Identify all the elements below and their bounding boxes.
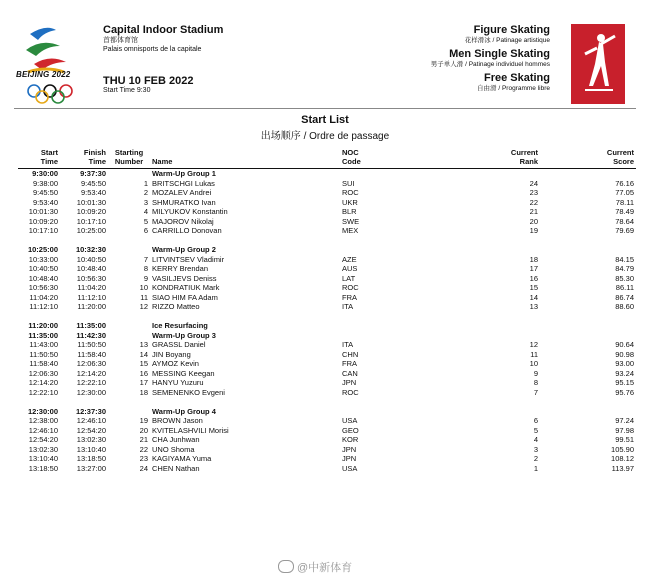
current-rank-cell: 12 (529, 340, 538, 349)
finish-time-cell: 10:01:30 (76, 197, 106, 207)
starting-number-cell: 1 (143, 178, 148, 188)
start-time-cell: 12:46:10 (28, 425, 58, 435)
skater-row (18, 293, 636, 303)
noc-code-cell: SUI (342, 178, 355, 188)
current-rank-cell: 14 (529, 292, 538, 302)
noc-code-cell: UKR (342, 197, 358, 207)
noc-code-cell: ITA (342, 340, 354, 349)
skater-name-cell: KVITELASHVILI Morisi (152, 425, 229, 435)
starting-number-cell: 15 (139, 359, 148, 368)
group-row (18, 331, 636, 341)
title-sub: 出场顺序 / Ordre de passage (260, 131, 390, 142)
current-rank-cell: 23 (529, 188, 538, 197)
skater-name-cell: CARRILLO Donovan (152, 226, 222, 235)
skater-name-cell: AYMOZ Kevin (152, 359, 199, 368)
skater-icon (571, 24, 625, 104)
current-rank-cell: 4 (533, 435, 538, 444)
current-score-cell: 77.05 (615, 188, 634, 197)
current-score-cell: 95.76 (615, 387, 634, 397)
starting-number-cell: 18 (139, 387, 148, 397)
current-rank-cell: 7 (533, 387, 538, 397)
skater-name-cell: KERRY Brendan (152, 264, 209, 273)
noc-code-cell: JPN (342, 378, 357, 387)
current-rank-cell: 22 (529, 197, 538, 207)
sport-name: Figure Skating (473, 24, 550, 36)
start-time-cell: 10:48:40 (28, 273, 58, 283)
skater-row (18, 435, 636, 445)
skater-row (18, 416, 636, 426)
skater-name-cell: MAJOROV Nikolaj (152, 216, 214, 226)
noc-code-cell: SWE (342, 216, 360, 226)
skater-name-cell: CHA Junhwan (152, 435, 200, 444)
skater-row (18, 274, 636, 284)
current-score-cell: 113.97 (611, 463, 634, 473)
skater-name-cell: JIN Boyang (152, 349, 191, 359)
skater-row (18, 454, 636, 464)
current-score-cell: 76.16 (615, 178, 634, 188)
col-finish-time: Finish Time (60, 148, 108, 169)
olympic-rings-icon (26, 83, 74, 105)
start-time-cell: 12:54:20 (28, 435, 58, 444)
noc-code-cell: FRA (342, 359, 357, 368)
skater-row (18, 207, 636, 217)
segment-subtitle: 自由滑 / Programme libre (477, 85, 550, 92)
skater-row (18, 255, 636, 265)
start-time-cell: 10:33:00 (28, 254, 58, 264)
group-finish-time: 12:37:30 (75, 406, 106, 416)
skater-row (18, 445, 636, 455)
starting-number-cell: 12 (139, 302, 148, 311)
start-time-cell: 9:45:50 (32, 188, 58, 197)
event-block (431, 24, 550, 96)
noc-code-cell: KOR (342, 435, 359, 444)
skater-row (18, 188, 636, 198)
starting-number-cell: 8 (143, 264, 148, 273)
current-rank-cell: 20 (529, 216, 538, 226)
noc-code-cell: CAN (342, 368, 358, 378)
current-rank-cell: 16 (529, 273, 538, 283)
venue-name: Capital Indoor Stadium (103, 24, 224, 36)
skater-name-cell: KONDRATIUK Mark (152, 283, 220, 292)
start-time-cell: 9:53:40 (32, 197, 58, 207)
start-time-cell: 11:58:40 (29, 359, 58, 368)
group-start-time: 11:35:00 (28, 330, 58, 340)
group-number-cell (108, 169, 150, 179)
finish-time-cell: 10:40:50 (76, 254, 106, 264)
document-title (0, 114, 650, 142)
group-finish-time: 10:32:30 (75, 245, 106, 254)
current-score-cell: 86.11 (615, 283, 634, 292)
finish-time-cell: 11:12:10 (77, 292, 106, 302)
current-rank-cell: 8 (533, 378, 538, 387)
starting-number-cell: 23 (139, 454, 148, 463)
current-score-cell: 79.69 (615, 226, 634, 235)
starting-number-cell: 11 (140, 292, 148, 302)
current-score-cell: 84.79 (615, 264, 634, 273)
skater-name-cell: LITVINTSEV Vladimir (152, 254, 225, 264)
noc-code-cell: AZE (342, 254, 357, 264)
finish-time-cell: 11:04:20 (77, 283, 106, 292)
finish-time-cell: 12:22:10 (76, 378, 106, 387)
group-row (18, 169, 636, 179)
current-score-cell: 95.15 (615, 378, 634, 387)
skater-name-cell: KAGIYAMA Yuma (152, 454, 212, 463)
start-time-cell: 13:10:40 (28, 454, 58, 463)
start-time-cell: 10:09:20 (28, 216, 58, 226)
skater-name-cell: MILYUKOV Konstantin (152, 207, 228, 216)
skater-row (18, 226, 636, 236)
spacer-cell (18, 236, 636, 246)
finish-time-cell: 9:45:50 (80, 178, 106, 188)
starting-number-cell: 10 (139, 283, 148, 292)
skater-name-cell: UNO Shoma (152, 444, 195, 454)
current-score-cell: 90.64 (615, 340, 634, 349)
watermark: @中新体育 (278, 559, 352, 575)
start-time-cell: 12:14:20 (28, 378, 58, 387)
current-rank-cell: 13 (529, 302, 538, 311)
current-rank-cell: 15 (529, 283, 538, 292)
noc-code-cell: MEX (342, 226, 359, 235)
spacer-row (18, 236, 636, 246)
col-score: Current Score (540, 148, 636, 169)
noc-code-cell: USA (342, 416, 358, 425)
finish-time-cell: 10:56:30 (76, 273, 106, 283)
skater-row (18, 464, 636, 474)
start-time-cell: 13:18:50 (28, 463, 58, 473)
table-body (18, 169, 636, 474)
finish-time-cell: 13:18:50 (76, 454, 106, 463)
figure-skating-pictogram (571, 24, 625, 104)
noc-code-cell: JPN (342, 454, 357, 463)
finish-time-cell: 10:48:40 (76, 264, 106, 273)
skater-row (18, 388, 636, 398)
skater-name-cell: VASILJEVS Deniss (152, 273, 217, 283)
start-time-cell: 11:04:20 (29, 292, 58, 302)
skater-name-cell: MOZALEV Andrei (152, 188, 212, 197)
start-time-cell: 10:01:30 (28, 207, 58, 216)
current-score-cell: 78.49 (615, 207, 634, 216)
col-start-time: Start Time (18, 148, 60, 169)
col-rank: Current Rank (450, 148, 540, 169)
skater-name-cell: BRITSCHGI Lukas (152, 178, 215, 188)
group-label: Warm-Up Group 3 (152, 330, 216, 340)
current-score-cell: 90.98 (615, 349, 634, 359)
current-rank-cell: 19 (529, 226, 538, 235)
finish-time-cell: 13:10:40 (76, 444, 106, 454)
finish-time-cell: 10:09:20 (76, 207, 106, 216)
noc-code-cell: FRA (342, 292, 357, 302)
start-time-cell: 9:38:00 (32, 178, 58, 188)
finish-time-cell: 12:06:30 (76, 359, 106, 368)
current-score-cell: 93.24 (615, 368, 634, 378)
finish-time-cell: 11:58:40 (77, 349, 106, 359)
finish-time-cell: 9:53:40 (80, 188, 106, 197)
starting-number-cell: 20 (139, 425, 148, 435)
finish-time-cell: 11:50:50 (77, 340, 106, 349)
current-score-cell: 97.98 (615, 425, 634, 435)
starting-number-cell: 24 (139, 463, 148, 473)
skater-name-cell: MESSING Keegan (152, 368, 215, 378)
group-finish-time: 11:42:30 (76, 330, 106, 340)
group-number-cell (108, 331, 150, 341)
finish-time-cell: 13:02:30 (76, 435, 106, 444)
segment-name: Free Skating (483, 72, 550, 84)
finish-time-cell: 10:17:10 (76, 216, 106, 226)
event-subtitle: 男子单人滑 / Patinage individuel hommes (430, 61, 550, 68)
current-score-cell: 84.15 (615, 254, 634, 264)
starting-number-cell: 17 (139, 378, 148, 387)
skater-name-cell: SHMURATKO Ivan (152, 197, 216, 207)
noc-code-cell: LAT (342, 273, 356, 283)
current-score-cell: 93.00 (615, 359, 634, 368)
finish-time-cell: 10:25:00 (76, 226, 106, 235)
starting-number-cell: 19 (139, 416, 148, 425)
skater-row (18, 426, 636, 436)
venue-block (103, 24, 223, 54)
finish-time-cell: 12:46:10 (76, 416, 106, 425)
finish-time-cell: 12:54:20 (76, 425, 106, 435)
finish-time-cell: 13:27:00 (76, 463, 106, 473)
current-rank-cell: 17 (529, 264, 538, 273)
group-label: Ice Resurfacing (152, 321, 208, 330)
starting-number-cell: 9 (143, 273, 148, 283)
current-rank-cell: 10 (529, 359, 538, 368)
current-score-cell: 85.30 (615, 273, 634, 283)
col-starting-number: Starting Number (108, 148, 150, 169)
current-rank-cell: 3 (533, 444, 538, 454)
noc-code-cell: GEO (342, 425, 359, 435)
group-row (18, 407, 636, 417)
skater-name-cell: RIZZO Matteo (152, 302, 200, 311)
starting-number-cell: 13 (139, 340, 148, 349)
skater-row (18, 340, 636, 350)
current-score-cell: 105.90 (611, 444, 634, 454)
skater-name-cell: SIAO HIM FA Adam (152, 292, 218, 302)
current-score-cell: 108.12 (611, 454, 634, 463)
noc-code-cell: JPN (342, 444, 357, 454)
current-score-cell: 88.60 (615, 302, 634, 311)
event-name: Men Single Skating (449, 48, 550, 60)
start-time-cell: 10:56:30 (28, 283, 58, 292)
noc-code-cell: BLR (342, 207, 357, 216)
current-score-cell: 78.11 (615, 197, 634, 207)
group-number-cell (108, 245, 150, 255)
start-time-cell: 11:43:00 (29, 340, 58, 349)
start-time-cell: 11:50:50 (29, 349, 58, 359)
current-rank-cell: 5 (533, 425, 538, 435)
group-row (18, 321, 636, 331)
starting-number-cell: 21 (139, 435, 148, 444)
venue-name-cn: 首都体育馆 (103, 37, 138, 44)
starting-number-cell: 2 (143, 188, 148, 197)
noc-code-cell: ROC (342, 283, 359, 292)
group-number-cell (108, 407, 150, 417)
sport-subtitle: 花样滑冰 / Patinage artistique (464, 37, 550, 44)
group-label: Warm-Up Group 2 (152, 245, 216, 254)
start-list-table (18, 148, 636, 473)
finish-time-cell: 12:30:00 (76, 387, 106, 397)
start-time-cell: 11:12:10 (29, 302, 58, 311)
current-score-cell: 78.64 (615, 216, 634, 226)
noc-code-cell: CHN (342, 349, 359, 359)
skater-row (18, 217, 636, 227)
group-number-cell (108, 321, 150, 331)
current-rank-cell: 1 (533, 463, 538, 473)
start-time-cell: 12:38:00 (28, 416, 58, 425)
current-score-cell: 86.74 (615, 292, 634, 302)
noc-code-cell: ITA (342, 302, 354, 311)
group-start-time: 9:30:00 (32, 169, 58, 178)
current-rank-cell: 2 (533, 454, 538, 463)
start-time-cell: 12:22:10 (28, 387, 58, 397)
skater-row (18, 369, 636, 379)
skater-row (18, 264, 636, 274)
header-divider (14, 108, 636, 109)
title-main: Start List (301, 114, 349, 126)
current-rank-cell: 6 (533, 416, 538, 425)
skater-name-cell: BROWN Jason (152, 416, 203, 425)
group-label: Warm-Up Group 4 (152, 406, 216, 416)
start-time: Start Time 9:30 (103, 87, 151, 94)
current-rank-cell: 24 (529, 178, 538, 188)
skater-row (18, 283, 636, 293)
starting-number-cell: 22 (139, 444, 148, 454)
current-rank-cell: 18 (529, 254, 538, 264)
current-rank-cell: 21 (529, 207, 538, 216)
spacer-cell (18, 397, 636, 407)
start-time-cell: 10:40:50 (28, 264, 58, 273)
noc-code-cell: USA (342, 463, 358, 473)
starting-number-cell: 6 (143, 226, 148, 235)
skater-name-cell: HANYU Yuzuru (152, 378, 204, 387)
start-time-cell: 13:02:30 (28, 444, 58, 454)
starting-number-cell: 4 (143, 207, 148, 216)
current-score-cell: 97.24 (615, 416, 634, 425)
skater-row (18, 378, 636, 388)
skater-name-cell: CHEN Nathan (152, 463, 200, 473)
skater-name-cell: SEMENENKO Evgeni (152, 387, 225, 397)
group-label: Warm-Up Group 1 (152, 169, 216, 178)
skater-name-cell: GRASSL Daniel (152, 340, 206, 349)
start-time-cell: 12:06:30 (28, 368, 58, 378)
skater-row (18, 179, 636, 189)
starting-number-cell: 5 (143, 216, 148, 226)
noc-code-cell: ROC (342, 387, 359, 397)
noc-code-cell: ROC (342, 188, 359, 197)
col-name: Name (150, 148, 340, 169)
finish-time-cell: 12:14:20 (76, 368, 106, 378)
current-score-cell: 99.51 (615, 435, 634, 444)
group-finish-time: 9:37:30 (80, 169, 106, 178)
starting-number-cell: 14 (139, 349, 148, 359)
group-row (18, 245, 636, 255)
venue-name-fr: Palais omnisports de la capitale (103, 46, 202, 53)
skater-row (18, 350, 636, 360)
current-rank-cell: 9 (533, 368, 538, 378)
group-start-time: 12:30:00 (27, 406, 58, 416)
spacer-row (18, 312, 636, 322)
col-noc: NOC Code (340, 148, 450, 169)
current-rank-cell: 11 (530, 349, 538, 359)
logo-wordmark: BEIJING 2022 (16, 70, 71, 79)
group-start-time: 10:25:00 (27, 245, 58, 254)
noc-code-cell: AUS (342, 264, 358, 273)
spacer-cell (18, 312, 636, 322)
group-start-time: 11:20:00 (28, 321, 58, 330)
skater-row (18, 302, 636, 312)
group-finish-time: 11:35:00 (76, 321, 106, 330)
weibo-icon (278, 560, 294, 573)
starting-number-cell: 3 (143, 197, 148, 207)
skater-row (18, 359, 636, 369)
event-date: THU 10 FEB 2022 (103, 75, 194, 87)
starting-number-cell: 7 (143, 254, 148, 264)
finish-time-cell: 11:20:00 (77, 302, 106, 311)
table-header (18, 148, 636, 169)
start-time-cell: 10:17:10 (28, 226, 58, 235)
spacer-row (18, 397, 636, 407)
date-block (103, 75, 193, 94)
starting-number-cell: 16 (139, 368, 148, 378)
skater-row (18, 198, 636, 208)
